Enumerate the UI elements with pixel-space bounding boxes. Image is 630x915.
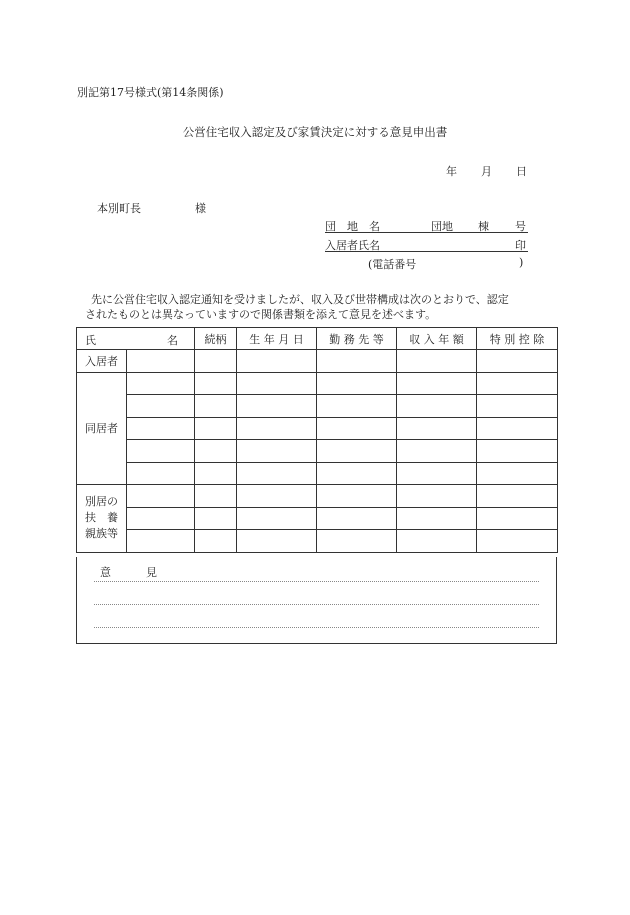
table-cell[interactable] (397, 417, 477, 440)
table-cell[interactable] (317, 350, 397, 373)
household-table (76, 327, 558, 553)
table-cell[interactable] (317, 372, 397, 395)
table-cell[interactable] (237, 395, 317, 418)
opinion-label: 意 見 (100, 566, 169, 579)
table-cell[interactable] (317, 417, 397, 440)
tenant-name-label: 入居者氏名 (325, 239, 380, 252)
table-cell[interactable] (195, 417, 237, 440)
table-cell[interactable] (477, 485, 558, 508)
row-group-household: 同居者 (77, 372, 127, 485)
table-cell[interactable] (477, 507, 558, 530)
table-cell[interactable] (477, 417, 558, 440)
table-cell[interactable] (237, 530, 317, 553)
header-relationship: 続柄 (195, 328, 237, 350)
table-row (77, 350, 558, 373)
row-group-dependents (77, 485, 127, 553)
table-cell[interactable] (127, 462, 195, 485)
table-cell[interactable] (195, 530, 237, 553)
dependents-label-line-2: 扶 養 (85, 511, 118, 525)
table-cell[interactable] (237, 462, 317, 485)
table-header-row (77, 328, 558, 350)
table-row (77, 440, 558, 463)
table-row (77, 462, 558, 485)
header-workplace: 勤 務 先 等 (317, 328, 397, 350)
table-cell[interactable] (237, 507, 317, 530)
form-number-label: 別記第17号様式(第14条関係) (77, 86, 224, 99)
opinion-dotted-line (94, 604, 539, 605)
table-cell[interactable] (127, 395, 195, 418)
row-group-tenant: 入居者 (77, 350, 127, 373)
table-cell[interactable] (127, 440, 195, 463)
header-surname: 氏 (85, 334, 96, 347)
table-cell[interactable] (237, 485, 317, 508)
table-cell[interactable] (237, 350, 317, 373)
table-cell[interactable] (317, 485, 397, 508)
complex-underline (325, 232, 528, 233)
table-cell[interactable] (477, 440, 558, 463)
table-cell[interactable] (127, 507, 195, 530)
addressee-honorific: 様 (195, 202, 206, 215)
dependents-label-line-1: 別居の (85, 495, 118, 509)
intro-line-2: されたものとは異なっていますので関係書類を添えて意見を述べます。 (85, 308, 437, 321)
date-year-label: 年 (446, 165, 457, 178)
table-cell[interactable] (397, 530, 477, 553)
table-cell[interactable] (317, 395, 397, 418)
table-cell[interactable] (317, 507, 397, 530)
table-cell[interactable] (477, 350, 558, 373)
table-cell[interactable] (127, 485, 195, 508)
building-label: 棟 (478, 220, 489, 233)
table-cell[interactable] (317, 530, 397, 553)
header-name (77, 328, 195, 350)
table-cell[interactable] (477, 530, 558, 553)
table-row (77, 530, 558, 553)
table-cell[interactable] (127, 372, 195, 395)
table-cell[interactable] (195, 485, 237, 508)
table-cell[interactable] (397, 507, 477, 530)
table-cell[interactable] (477, 395, 558, 418)
addressee (97, 200, 206, 216)
document-title: 公営住宅収入認定及び家賃決定に対する意見申出書 (182, 125, 448, 139)
table-row (77, 372, 558, 395)
table-cell[interactable] (237, 440, 317, 463)
opinion-box[interactable] (76, 557, 557, 644)
date-day-label: 日 (516, 165, 527, 178)
table-cell[interactable] (237, 417, 317, 440)
table-cell[interactable] (195, 462, 237, 485)
table-cell[interactable] (397, 350, 477, 373)
table-cell[interactable] (477, 462, 558, 485)
opinion-dotted-line (94, 627, 539, 628)
table-cell[interactable] (195, 372, 237, 395)
phone-label: (電話番号 (368, 258, 417, 271)
header-birthdate: 生 年 月 日 (237, 328, 317, 350)
header-special-deduction: 特 別 控 除 (477, 328, 558, 350)
table-cell[interactable] (317, 440, 397, 463)
table-row (77, 395, 558, 418)
date-month-label: 月 (481, 165, 492, 178)
table-row (77, 417, 558, 440)
table-cell[interactable] (195, 350, 237, 373)
table-cell[interactable] (237, 372, 317, 395)
intro-line-1: 先に公営住宅収入認定通知を受けましたが、収入及び世帯構成は次のとおりで、認定 (91, 293, 509, 306)
table-cell[interactable] (397, 462, 477, 485)
tenant-name-underline (325, 251, 528, 252)
table-cell[interactable] (195, 440, 237, 463)
complex-unit-label: 団地 (431, 220, 453, 233)
table-cell[interactable] (195, 395, 237, 418)
addressee-name: 本別町長 (97, 202, 141, 215)
table-cell[interactable] (127, 530, 195, 553)
table-cell[interactable] (397, 485, 477, 508)
table-cell[interactable] (127, 350, 195, 373)
room-number-label: 号 (515, 220, 526, 233)
table-cell[interactable] (317, 462, 397, 485)
table-row (77, 507, 558, 530)
opinion-dotted-line (94, 581, 539, 582)
seal-mark: 印 (515, 239, 526, 252)
table-cell[interactable] (397, 372, 477, 395)
intro-paragraph (85, 292, 561, 322)
table-row (77, 485, 558, 508)
complex-name-label: 団 地 名 (325, 220, 380, 233)
table-cell[interactable] (195, 507, 237, 530)
header-annual-income: 収 入 年 額 (397, 328, 477, 350)
table-cell[interactable] (397, 395, 477, 418)
dependents-label-line-3: 親族等 (85, 527, 118, 541)
phone-close-paren: ) (519, 256, 524, 269)
header-given-name: 名 (167, 334, 178, 347)
table-cell[interactable] (477, 372, 558, 395)
table-cell[interactable] (127, 417, 195, 440)
table-cell[interactable] (397, 440, 477, 463)
